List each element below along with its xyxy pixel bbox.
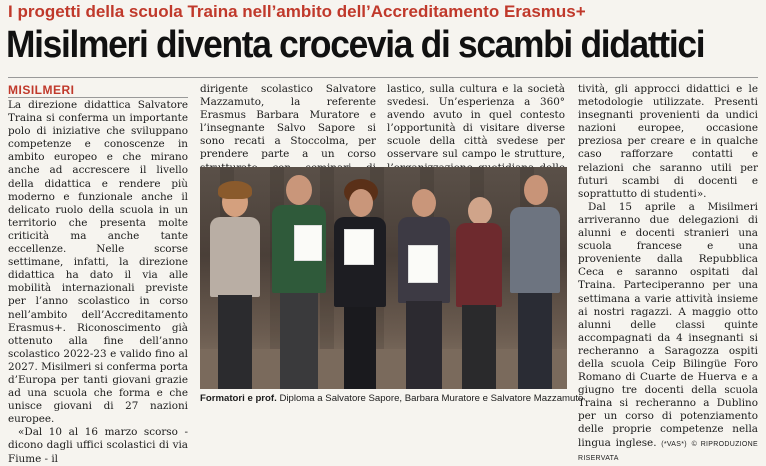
article-column-3 <box>387 83 565 163</box>
paragraph: lastico, sulla cultura e la società svedesi. Un’esperienza a 360° avendo avuto in quel contesto l’opportunità di visitare diverse scuole della città svedese per osservare sul campo le strutture, <box>387 83 565 161</box>
header-rule <box>8 77 758 78</box>
section-rule <box>8 97 188 98</box>
paragraph: La direzione didattica Salvatore Traina si conferma un importante polo di iniziative che sviluppano competenze e conoscenze in ambito europeo e che mirano anche ad accrescere il livello della didattica e rendere più moderno e funzionale anche il delicato ruolo della scuola in un territorio che presenta molte criticità ma anche tante eccellenze. Nelle scorse settimane, infatti, la direzione didattica ha dato il via alle mobilità internazionali previste per l’anno scolastico in corso nell’ambito dell’Accreditamento Erasmus+. Riconoscimento già ottenuto alla fine dell’anno scolastico 2022-23 e valido fino al 2027. Misilmeri si conferma porta d’Europa per tanti giovani grazie ad una scuola che forma e che unisce giovani di 27 nazioni europee. <box>8 99 188 426</box>
person-3 <box>330 179 390 389</box>
group-photo <box>200 167 567 389</box>
article-column-4 <box>578 83 758 462</box>
section-label: MISILMERI <box>8 83 75 97</box>
paragraph-text: Dal 15 aprile a Misilmeri arriveranno due delegazioni di alunni e docenti stranieri una scuola francese e una proveniente dalla Repubblica Ceca e saranno ospitati dal Traina. Parteciperanno per una settimana a varie attività insieme ai nostri ragazzi. A maggio otto alunni delle classi quinte accompagnati da 4 insegnanti si recheranno a Saragozza ospiti della scuola Ceip Bilingüe Foro Romano di Cuarte de Huerva e a giugno tre docenti della scuola Traina si recheranno a Dublino per un corso di potenziamento delle proprie competenze nella lingua inglese. <box>578 200 758 449</box>
article-column-1 <box>8 99 188 465</box>
person-5 <box>452 193 506 389</box>
person-4 <box>394 185 454 389</box>
photo-caption <box>200 392 584 405</box>
paragraph <box>578 201 758 465</box>
paragraph: dirigente scolastico Salvatore Mazzamuto, la referente Erasmus Barbara Muratore e l’insegnante Salvo Sapore si sono recati a Stoccolma, per prendere parte a un corso <box>200 83 376 161</box>
person-2 <box>268 171 328 389</box>
article-column-2 <box>200 83 376 163</box>
kicker: I progetti della scuola Traina nell’ambito dell’Accreditamento Erasmus+ <box>8 2 586 21</box>
paragraph: «Dal 10 al 16 marzo scorso - dicono dagli uffici scolastici di via Fiume - il <box>8 426 188 465</box>
caption-lead: Formatori e prof. <box>200 393 277 404</box>
signature: (*VAS*) <box>661 440 687 448</box>
person-1 <box>206 179 264 389</box>
caption-text: Diploma a Salvatore Sapore, Barbara Muratore e Salvatore Mazzamuto <box>279 393 584 404</box>
person-6 <box>506 173 564 389</box>
headline: Misilmeri diventa crocevia di scambi didattici <box>6 24 705 66</box>
paragraph: tività, gli approcci didattici e le metodologie utilizzate. Presenti insegnanti provenienti da undici nazioni europee, occasione preziosa per creare e in qualche caso rafforzare contatti e relazioni che saranno utili per futuri scambi di docenti e soprattutto di studenti». <box>578 83 758 200</box>
rights-notice: © RIPRODUZIONE RISERVATA <box>578 440 758 462</box>
